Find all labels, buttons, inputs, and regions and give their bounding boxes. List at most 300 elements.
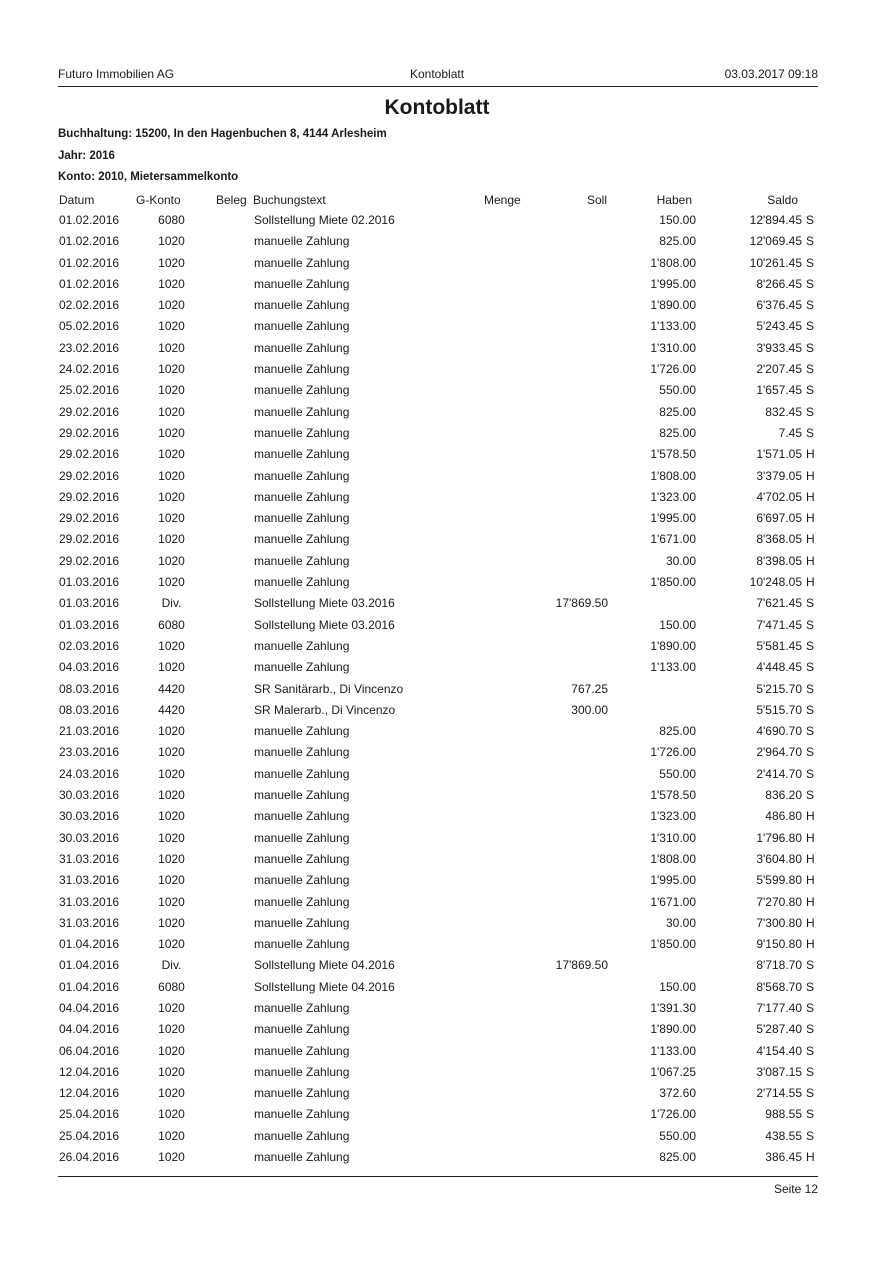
cell-saldo: 7'300.80 xyxy=(756,915,802,930)
cell-saldo: 10'248.05 xyxy=(749,575,802,590)
cell-saldo: 7.45 xyxy=(778,425,802,440)
cell-haben: 825.00 xyxy=(659,234,696,249)
table-row xyxy=(0,1085,894,1106)
cell-soll: 17'869.50 xyxy=(555,958,608,973)
cell-saldo: 8'398.05 xyxy=(756,553,802,568)
cell-buchungstext: manuelle Zahlung xyxy=(254,1000,350,1015)
cell-saldo: 5'215.70 xyxy=(756,681,802,696)
cell-soll-haben-flag: S xyxy=(806,702,815,717)
cell-gkonto: 1020 xyxy=(158,1000,185,1015)
cell-buchungstext: manuelle Zahlung xyxy=(254,276,350,291)
buchhaltung-info: Buchhaltung: 15200, In den Hagenbuchen 8, 4144 Arlesheim xyxy=(58,128,387,140)
table-row xyxy=(0,212,894,233)
cell-saldo: 386.45 xyxy=(765,1150,802,1165)
cell-haben: 1'995.00 xyxy=(650,276,696,291)
cell-datum: 29.02.2016 xyxy=(59,511,120,526)
cell-buchungstext: manuelle Zahlung xyxy=(254,425,350,440)
cell-datum: 01.02.2016 xyxy=(59,213,120,227)
cell-buchungstext: SR Sanitärarb., Di Vincenzo xyxy=(254,681,404,696)
cell-saldo: 2'207.45 xyxy=(756,362,802,377)
cell-buchungstext: manuelle Zahlung xyxy=(254,255,350,270)
cell-soll-haben-flag: S xyxy=(806,276,815,291)
cell-haben: 1'067.25 xyxy=(650,1064,696,1079)
cell-haben: 1'890.00 xyxy=(650,1022,696,1037)
cell-saldo: 2'414.70 xyxy=(756,766,802,781)
cell-buchungstext: manuelle Zahlung xyxy=(254,1107,350,1122)
cell-datum: 12.04.2016 xyxy=(59,1064,120,1079)
cell-gkonto: 1020 xyxy=(158,809,185,824)
col-datum: Datum xyxy=(59,193,95,207)
cell-saldo: 5'287.40 xyxy=(756,1022,802,1037)
cell-soll-haben-flag: S xyxy=(806,660,815,675)
cell-saldo: 3'379.05 xyxy=(756,468,802,483)
cell-buchungstext: manuelle Zahlung xyxy=(254,638,350,653)
cell-soll-haben-flag: S xyxy=(806,340,815,355)
cell-soll-haben-flag: H xyxy=(806,468,815,483)
cell-datum: 30.03.2016 xyxy=(59,830,120,845)
cell-datum: 29.02.2016 xyxy=(59,447,120,462)
cell-soll-haben-flag: S xyxy=(806,1000,815,1015)
cell-saldo: 836.20 xyxy=(765,788,802,803)
cell-haben: 1'808.00 xyxy=(650,851,696,866)
company-name: Futuro Immobilien AG xyxy=(58,67,175,81)
cell-gkonto: 1020 xyxy=(158,638,185,653)
cell-saldo: 10'261.45 xyxy=(749,255,802,270)
cell-soll-haben-flag: S xyxy=(806,766,815,781)
cell-haben: 1'808.00 xyxy=(650,468,696,483)
cell-datum: 29.02.2016 xyxy=(59,532,120,547)
cell-saldo: 12'894.45 xyxy=(749,213,802,227)
cell-haben: 1'323.00 xyxy=(650,809,696,824)
cell-saldo: 8'266.45 xyxy=(756,276,802,291)
cell-datum: 01.03.2016 xyxy=(59,617,120,632)
cell-gkonto: 1020 xyxy=(158,319,185,334)
cell-saldo: 12'069.45 xyxy=(749,234,802,249)
cell-soll-haben-flag: H xyxy=(806,532,815,547)
cell-buchungstext: manuelle Zahlung xyxy=(254,894,350,909)
cell-datum: 02.03.2016 xyxy=(59,638,120,653)
cell-buchungstext: Sollstellung Miete 04.2016 xyxy=(254,958,395,973)
cell-haben: 1'726.00 xyxy=(650,1107,696,1122)
cell-haben: 825.00 xyxy=(659,404,696,419)
cell-gkonto: 1020 xyxy=(158,362,185,377)
cell-haben: 1'726.00 xyxy=(650,362,696,377)
cell-gkonto: 4420 xyxy=(158,702,185,717)
cell-haben: 150.00 xyxy=(659,617,696,632)
cell-soll-haben-flag: H xyxy=(806,489,815,504)
col-gkonto: G-Konto xyxy=(136,193,181,207)
cell-datum: 12.04.2016 xyxy=(59,1086,120,1101)
cell-soll-haben-flag: S xyxy=(806,404,815,419)
cell-saldo: 6'376.45 xyxy=(756,298,802,313)
cell-soll-haben-flag: H xyxy=(806,447,815,462)
cell-saldo: 438.55 xyxy=(765,1128,802,1143)
cell-gkonto: 1020 xyxy=(158,511,185,526)
cell-saldo: 4'690.70 xyxy=(756,724,802,739)
cell-gkonto: 1020 xyxy=(158,660,185,675)
cell-haben: 1'578.50 xyxy=(650,788,696,803)
table-row xyxy=(0,531,894,552)
cell-datum: 04.04.2016 xyxy=(59,1022,120,1037)
cell-haben: 1'995.00 xyxy=(650,873,696,888)
cell-soll-haben-flag: H xyxy=(806,553,815,568)
cell-buchungstext: manuelle Zahlung xyxy=(254,532,350,547)
table-row xyxy=(0,595,894,616)
cell-buchungstext: manuelle Zahlung xyxy=(254,468,350,483)
cell-gkonto: 1020 xyxy=(158,255,185,270)
cell-haben: 30.00 xyxy=(665,915,696,930)
cell-haben: 1'391.30 xyxy=(650,1000,696,1015)
cell-buchungstext: manuelle Zahlung xyxy=(254,298,350,313)
table-row xyxy=(0,276,894,297)
cell-buchungstext: manuelle Zahlung xyxy=(254,1150,350,1165)
cell-soll-haben-flag: S xyxy=(806,1043,815,1058)
page-header xyxy=(58,67,818,83)
cell-soll-haben-flag: H xyxy=(806,830,815,845)
table-row xyxy=(0,659,894,680)
cell-buchungstext: SR Malerarb., Di Vincenzo xyxy=(254,702,396,717)
cell-haben: 1'890.00 xyxy=(650,638,696,653)
cell-datum: 29.02.2016 xyxy=(59,468,120,483)
cell-soll-haben-flag: S xyxy=(806,979,815,994)
table-header xyxy=(0,193,894,209)
cell-soll-haben-flag: H xyxy=(806,851,815,866)
cell-buchungstext: manuelle Zahlung xyxy=(254,511,350,526)
table-row xyxy=(0,510,894,531)
cell-datum: 02.02.2016 xyxy=(59,298,120,313)
table-row xyxy=(0,702,894,723)
cell-datum: 24.03.2016 xyxy=(59,766,120,781)
cell-buchungstext: manuelle Zahlung xyxy=(254,234,350,249)
cell-haben: 550.00 xyxy=(659,1128,696,1143)
cell-buchungstext: manuelle Zahlung xyxy=(254,937,350,952)
print-datetime: 03.03.2017 09:18 xyxy=(724,67,818,81)
page-number: Seite 12 xyxy=(773,1182,818,1196)
cell-soll-haben-flag: H xyxy=(806,894,815,909)
col-beleg: Beleg xyxy=(216,193,247,207)
cell-soll-haben-flag: S xyxy=(806,958,815,973)
cell-haben: 1'133.00 xyxy=(650,1043,696,1058)
col-haben: Haben xyxy=(656,193,692,207)
cell-gkonto: 4420 xyxy=(158,681,185,696)
cell-buchungstext: manuelle Zahlung xyxy=(254,1086,350,1101)
cell-soll-haben-flag: S xyxy=(806,724,815,739)
cell-gkonto: 1020 xyxy=(158,1064,185,1079)
table-row xyxy=(0,574,894,595)
cell-datum: 29.02.2016 xyxy=(59,425,120,440)
cell-haben: 550.00 xyxy=(659,383,696,398)
cell-datum: 04.03.2016 xyxy=(59,660,120,675)
cell-haben: 1'850.00 xyxy=(650,937,696,952)
cell-soll-haben-flag: S xyxy=(806,298,815,313)
cell-soll-haben-flag: H xyxy=(806,575,815,590)
cell-gkonto: 1020 xyxy=(158,1022,185,1037)
cell-buchungstext: manuelle Zahlung xyxy=(254,724,350,739)
cell-haben: 1'310.00 xyxy=(650,340,696,355)
cell-buchungstext: manuelle Zahlung xyxy=(254,447,350,462)
table-row xyxy=(0,787,894,808)
cell-datum: 01.03.2016 xyxy=(59,575,120,590)
cell-gkonto: 6080 xyxy=(158,979,185,994)
cell-gkonto: 1020 xyxy=(158,276,185,291)
cell-haben: 1'995.00 xyxy=(650,511,696,526)
cell-haben: 1'133.00 xyxy=(650,660,696,675)
cell-datum: 01.04.2016 xyxy=(59,958,120,973)
col-buchungstext: Buchungstext xyxy=(253,193,326,207)
cell-saldo: 2'714.55 xyxy=(756,1086,802,1101)
cell-buchungstext: Sollstellung Miete 02.2016 xyxy=(254,213,395,227)
cell-soll-haben-flag: S xyxy=(806,1022,815,1037)
cell-buchungstext: manuelle Zahlung xyxy=(254,383,350,398)
cell-saldo: 486.80 xyxy=(765,809,802,824)
cell-buchungstext: manuelle Zahlung xyxy=(254,830,350,845)
cell-gkonto: 6080 xyxy=(158,617,185,632)
cell-haben: 150.00 xyxy=(659,979,696,994)
cell-datum: 08.03.2016 xyxy=(59,702,120,717)
cell-buchungstext: manuelle Zahlung xyxy=(254,362,350,377)
cell-gkonto: 1020 xyxy=(158,766,185,781)
cell-saldo: 7'471.45 xyxy=(756,617,802,632)
cell-gkonto: 6080 xyxy=(158,213,185,227)
table-row xyxy=(0,1021,894,1042)
cell-saldo: 6'697.05 xyxy=(756,511,802,526)
cell-gkonto: 1020 xyxy=(158,830,185,845)
cell-buchungstext: manuelle Zahlung xyxy=(254,915,350,930)
cell-soll-haben-flag: H xyxy=(806,511,815,526)
cell-saldo: 7'621.45 xyxy=(756,596,802,611)
table-row xyxy=(0,681,894,702)
table-row xyxy=(0,382,894,403)
cell-haben: 1'310.00 xyxy=(650,830,696,845)
table-row xyxy=(0,468,894,489)
cell-gkonto: 1020 xyxy=(158,1128,185,1143)
table-row xyxy=(0,1000,894,1021)
cell-buchungstext: manuelle Zahlung xyxy=(254,1064,350,1079)
cell-gkonto: 1020 xyxy=(158,234,185,249)
cell-datum: 23.03.2016 xyxy=(59,745,120,760)
account-info: Konto: 2010, Mietersammelkonto xyxy=(58,171,239,183)
cell-datum: 01.02.2016 xyxy=(59,255,120,270)
cell-buchungstext: manuelle Zahlung xyxy=(254,766,350,781)
cell-datum: 08.03.2016 xyxy=(59,681,120,696)
table-row xyxy=(0,808,894,829)
cell-buchungstext: manuelle Zahlung xyxy=(254,553,350,568)
cell-soll-haben-flag: S xyxy=(806,1128,815,1143)
cell-saldo: 988.55 xyxy=(765,1107,802,1122)
cell-datum: 25.02.2016 xyxy=(59,383,120,398)
cell-soll-haben-flag: S xyxy=(806,425,815,440)
cell-saldo: 1'796.80 xyxy=(756,830,802,845)
cell-datum: 06.04.2016 xyxy=(59,1043,120,1058)
cell-gkonto: 1020 xyxy=(158,553,185,568)
cell-datum: 29.02.2016 xyxy=(59,489,120,504)
cell-saldo: 9'150.80 xyxy=(756,937,802,952)
cell-soll-haben-flag: H xyxy=(806,873,815,888)
cell-datum: 04.04.2016 xyxy=(59,1000,120,1015)
table-row xyxy=(0,957,894,978)
cell-datum: 26.04.2016 xyxy=(59,1150,120,1165)
cell-soll-haben-flag: S xyxy=(806,362,815,377)
footer-rule xyxy=(58,1176,818,1177)
table-row xyxy=(0,404,894,425)
cell-gkonto: Div. xyxy=(161,958,182,973)
cell-datum: 05.02.2016 xyxy=(59,319,120,334)
cell-haben: 372.60 xyxy=(659,1086,696,1101)
table-row xyxy=(0,1106,894,1127)
cell-haben: 1'671.00 xyxy=(650,894,696,909)
table-row xyxy=(0,361,894,382)
cell-buchungstext: manuelle Zahlung xyxy=(254,575,350,590)
cell-datum: 30.03.2016 xyxy=(59,788,120,803)
cell-gkonto: 1020 xyxy=(158,425,185,440)
cell-buchungstext: manuelle Zahlung xyxy=(254,851,350,866)
cell-soll-haben-flag: S xyxy=(806,1086,815,1101)
page-title: Kontoblatt xyxy=(384,96,490,119)
cell-saldo: 5'243.45 xyxy=(756,319,802,334)
cell-soll: 767.25 xyxy=(571,681,608,696)
cell-buchungstext: manuelle Zahlung xyxy=(254,489,350,504)
cell-gkonto: 1020 xyxy=(158,340,185,355)
cell-gkonto: 1020 xyxy=(158,894,185,909)
cell-datum: 25.04.2016 xyxy=(59,1128,120,1143)
cell-buchungstext: manuelle Zahlung xyxy=(254,745,350,760)
cell-haben: 825.00 xyxy=(659,425,696,440)
cell-soll-haben-flag: S xyxy=(806,638,815,653)
cell-saldo: 2'964.70 xyxy=(756,745,802,760)
table-row xyxy=(0,553,894,574)
cell-saldo: 1'657.45 xyxy=(756,383,802,398)
cell-soll-haben-flag: S xyxy=(806,788,815,803)
col-soll: Soll xyxy=(586,193,607,207)
cell-haben: 825.00 xyxy=(659,724,696,739)
cell-datum: 31.03.2016 xyxy=(59,873,120,888)
cell-gkonto: Div. xyxy=(161,596,182,611)
table-row xyxy=(0,915,894,936)
cell-saldo: 1'571.05 xyxy=(756,447,802,462)
cell-saldo: 3'933.45 xyxy=(756,340,802,355)
cell-gkonto: 1020 xyxy=(158,447,185,462)
cell-datum: 31.03.2016 xyxy=(59,915,120,930)
cell-soll-haben-flag: S xyxy=(806,681,815,696)
table-row xyxy=(0,1128,894,1149)
cell-gkonto: 1020 xyxy=(158,575,185,590)
cell-haben: 825.00 xyxy=(659,1150,696,1165)
cell-gkonto: 1020 xyxy=(158,404,185,419)
cell-datum: 01.03.2016 xyxy=(59,596,120,611)
cell-buchungstext: manuelle Zahlung xyxy=(254,340,350,355)
table-row xyxy=(0,744,894,765)
cell-saldo: 4'702.05 xyxy=(756,489,802,504)
cell-soll-haben-flag: S xyxy=(806,383,815,398)
cell-haben: 1'578.50 xyxy=(650,447,696,462)
cell-datum: 01.02.2016 xyxy=(59,276,120,291)
cell-saldo: 8'368.05 xyxy=(756,532,802,547)
cell-soll-haben-flag: S xyxy=(806,745,815,760)
cell-buchungstext: manuelle Zahlung xyxy=(254,404,350,419)
cell-gkonto: 1020 xyxy=(158,873,185,888)
table-row xyxy=(0,1149,894,1170)
table-row xyxy=(0,617,894,638)
cell-datum: 23.02.2016 xyxy=(59,340,120,355)
cell-soll-haben-flag: S xyxy=(806,1064,815,1079)
table-row xyxy=(0,255,894,276)
year-info: Jahr: 2016 xyxy=(58,150,115,162)
table-row xyxy=(0,638,894,659)
cell-haben: 1'850.00 xyxy=(650,575,696,590)
cell-buchungstext: Sollstellung Miete 03.2016 xyxy=(254,617,395,632)
cell-datum: 24.02.2016 xyxy=(59,362,120,377)
cell-gkonto: 1020 xyxy=(158,1150,185,1165)
cell-saldo: 4'154.40 xyxy=(756,1043,802,1058)
table-row xyxy=(0,851,894,872)
cell-datum: 30.03.2016 xyxy=(59,809,120,824)
cell-saldo: 7'177.40 xyxy=(756,1000,802,1015)
table-row xyxy=(0,233,894,254)
cell-soll-haben-flag: H xyxy=(806,809,815,824)
cell-haben: 1'890.00 xyxy=(650,298,696,313)
ledger-table-body xyxy=(0,212,894,1170)
cell-soll-haben-flag: H xyxy=(806,915,815,930)
cell-gkonto: 1020 xyxy=(158,489,185,504)
cell-soll-haben-flag: S xyxy=(806,255,815,270)
cell-gkonto: 1020 xyxy=(158,383,185,398)
cell-buchungstext: manuelle Zahlung xyxy=(254,660,350,675)
cell-buchungstext: manuelle Zahlung xyxy=(254,809,350,824)
cell-saldo: 5'599.80 xyxy=(756,873,802,888)
cell-soll-haben-flag: S xyxy=(806,617,815,632)
cell-saldo: 3'087.15 xyxy=(756,1064,802,1079)
table-row xyxy=(0,425,894,446)
cell-soll: 300.00 xyxy=(571,702,608,717)
header-center-title: Kontoblatt xyxy=(410,67,465,81)
table-row xyxy=(0,894,894,915)
cell-saldo: 3'604.80 xyxy=(756,851,802,866)
table-row xyxy=(0,318,894,339)
cell-soll-haben-flag: S xyxy=(806,596,815,611)
cell-datum: 29.02.2016 xyxy=(59,553,120,568)
cell-gkonto: 1020 xyxy=(158,788,185,803)
cell-haben: 30.00 xyxy=(665,553,696,568)
cell-haben: 550.00 xyxy=(659,766,696,781)
cell-saldo: 8'718.70 xyxy=(756,958,802,973)
header-rule xyxy=(58,86,818,87)
cell-saldo: 832.45 xyxy=(765,404,802,419)
table-row xyxy=(0,766,894,787)
cell-soll-haben-flag: S xyxy=(806,213,815,227)
cell-haben: 1'671.00 xyxy=(650,532,696,547)
cell-datum: 01.04.2016 xyxy=(59,937,120,952)
cell-buchungstext: manuelle Zahlung xyxy=(254,1128,350,1143)
cell-soll-haben-flag: S xyxy=(806,1107,815,1122)
col-saldo: Saldo xyxy=(767,193,798,207)
cell-buchungstext: Sollstellung Miete 04.2016 xyxy=(254,979,395,994)
cell-datum: 31.03.2016 xyxy=(59,851,120,866)
cell-buchungstext: manuelle Zahlung xyxy=(254,1043,350,1058)
cell-soll: 17'869.50 xyxy=(555,596,608,611)
cell-saldo: 7'270.80 xyxy=(756,894,802,909)
cell-haben: 1'323.00 xyxy=(650,489,696,504)
cell-gkonto: 1020 xyxy=(158,1107,185,1122)
table-row xyxy=(0,979,894,1000)
cell-haben: 150.00 xyxy=(659,213,696,227)
table-row xyxy=(0,340,894,361)
table-row xyxy=(0,830,894,851)
cell-buchungstext: manuelle Zahlung xyxy=(254,788,350,803)
col-menge: Menge xyxy=(484,193,521,207)
table-row xyxy=(0,1043,894,1064)
cell-saldo: 5'581.45 xyxy=(756,638,802,653)
cell-datum: 01.04.2016 xyxy=(59,979,120,994)
